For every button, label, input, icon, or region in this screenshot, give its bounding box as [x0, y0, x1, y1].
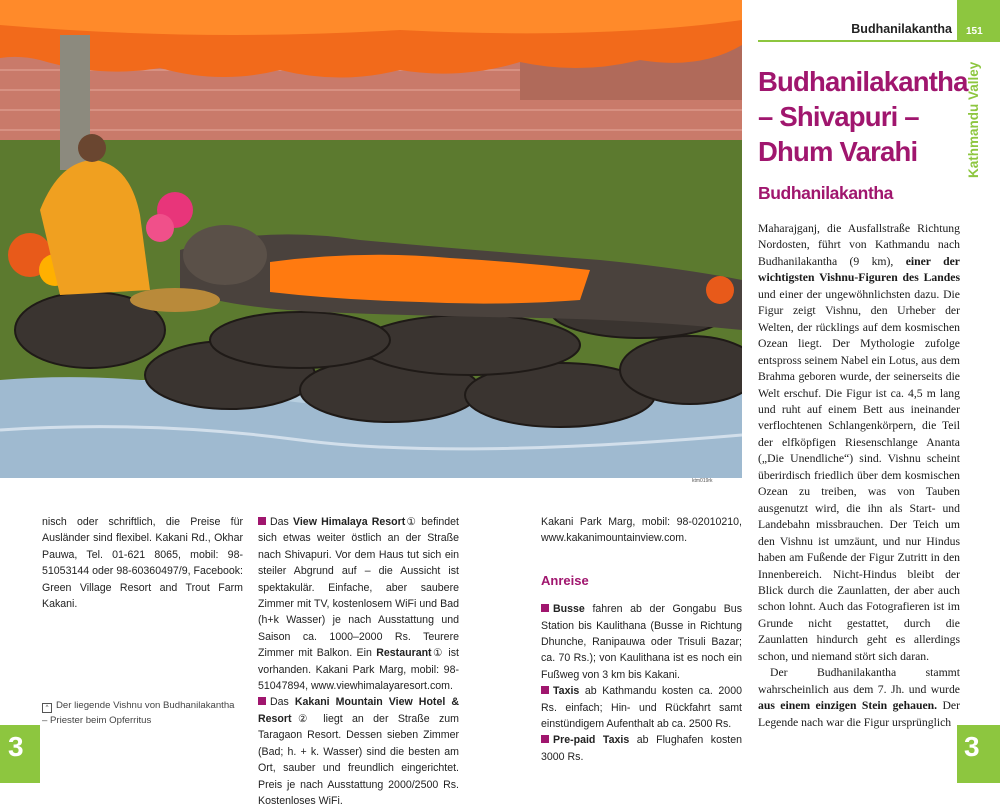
body-text: Der Legende nach war die Figur ursprünglich [758, 699, 960, 729]
col1-paragraph: nisch oder schriftlich, die Preise für Ausländer sind flexibel. Kakani Rd., Okhar Pauwa, Tel. 01-621 8065, mobil: 98-51053144 oder 98-60360497/9, Facebook: Green Village Resort and Trout Farm Kakani. [42, 516, 243, 611]
chapter-number: 3 [8, 731, 24, 762]
entry-name: View Himalaya Resort [292, 516, 406, 528]
reclining-vishnu-photo [0, 0, 742, 478]
chapter-thumb-tab-left [0, 725, 40, 783]
body-emphasis: einer der wichtigsten Vishnu-Figuren des Landes [758, 254, 960, 285]
photo-caption [42, 699, 242, 728]
side-tab-label: Kathmandu Valley [966, 61, 981, 178]
image-caption-icon: ^ [42, 703, 52, 713]
bullet-label: Busse [553, 603, 585, 616]
chapter-thumb-tab-right [957, 725, 1000, 783]
entry-name: Kakani Mountain View Hotel & Resort [258, 696, 459, 725]
entry-name: Restaurant [376, 647, 432, 660]
page-number-box [957, 0, 1000, 42]
header-divider [758, 40, 958, 42]
photo-credit: ktm019rk [692, 478, 713, 484]
page-number: 151 [966, 26, 983, 37]
bullet-square-icon [541, 686, 549, 694]
title-line: – Shivapuri – [758, 101, 919, 132]
bullet-square-icon [541, 735, 549, 743]
article-body [758, 221, 960, 731]
chapter-number: 3 [964, 731, 980, 762]
entry-text: Das [270, 696, 295, 709]
bullet-prepaid-taxis [541, 732, 742, 765]
bullet-label: Pre-paid Taxis [553, 734, 630, 747]
body-text: Der Budhanilakantha stammt wahrscheinlich aus dem 7. Jh. und wurde [758, 666, 960, 696]
title-line: Dhum Varahi [758, 136, 918, 167]
entry-text: ① befindet sich etwas weiter östlich an der Straße nach Shivapuri. Vor dem Haus tut sich ein steiler Abgrund auf – die Aussicht ist spektakulär. Einfache, aber saubere Zimmer mit TV, kostenlosem WiFi und Bad (h+k Wasser) je nach Ausstattung und Saison ca. 1000–2000 Rs. Teurere Zimmer mit Balkon. Ein [258, 516, 459, 660]
article-title [758, 64, 968, 169]
entry-kakani-mountain-view [258, 694, 459, 809]
bullet-square-icon [541, 604, 549, 612]
text-column-3 [541, 514, 742, 765]
col3-top-text: Kakani Park Marg, mobil: 98-02010210, www.kakanimountainview.com. [541, 516, 742, 545]
running-header-title: Budhanilakantha [851, 22, 952, 36]
bullet-square-icon [258, 697, 266, 705]
bullet-text: ab Flughafen kosten 3000 Rs. [541, 734, 742, 763]
article-paragraph-2 [758, 665, 960, 731]
title-line: Budhanilakantha [758, 66, 968, 97]
bullet-text: fahren ab der Gongabu Bus Station bis Kaulithana (Busse in Richtung Dhunche, Ranipauwa oder Trisuli Bazar; ca. 70 Rs.); von Kaulithana ist es noch ein Fußweg von 3 km bis Kakani. [541, 603, 742, 681]
entry-text: Das [270, 516, 293, 528]
photo-illustration [0, 0, 742, 478]
bullet-busse [541, 601, 742, 683]
body-text: und einer der ungewöhnlichsten dazu. Die Figur zeigt Vishnu, den Urheber der Welten, der rücklings auf dem kosmischen Ozean liegt. Der Mythologie zufolge entspross seinem Nabel ein Lotus, aus dem Brahma geboren wurde, der seinerseits die Welt erschuf. Die Figur ist ca. 4,5 m lang und ruht auf einem Bett aus ineinander verflochtenen Schlangenkörpern, die Teil der elfköpfigen Riesenschlange Ananta („Die Unendliche“) sind. Vishnu scheint überirdisch friedlich über dem kosmischen Ozean zu treiben, was von Tauben ausgenutzt wird, die ihn als Start- und Landebahn missbrauchen. Der Teich um den Vishnu ist umzäunt, und nur Hindus haben am Fußende der Figur Zutritt in den Innenbereich. Nicht-Hindus bleibt der Blick durch die Zaunlatten, der aber auch schon lohnt. Auch das Fotografieren ist im Grunde nicht gestattet, durch die Zaunlatten hindurch geht es allerdings schon, und niemand stört sich daran. [758, 287, 960, 663]
entry-text: ② liegt an der Straße zum Taragaon Resort. Dessen sieben Zimmer (Bad; h. + k. Wasser) sind die besten am Ort, sauber und freundlich eingerichtet. Preis je nach Ausstattung 2000/2500 Rs. Kostenloses WiFi. [258, 712, 459, 807]
article-paragraph-1 [758, 221, 960, 665]
section-heading-anreise: Anreise [541, 572, 589, 588]
body-text: Maharajganj, die Ausfallstraße Richtung Nordosten, führt von Kathmandu nach Budhanilakantha (9 km), [758, 222, 960, 268]
bullet-taxis [541, 683, 742, 732]
body-emphasis: aus einem einzigen Stein gehauen. [758, 699, 938, 713]
bullet-label: Taxis [553, 685, 580, 698]
entry-view-himalaya [258, 514, 459, 694]
article-subtitle: Budhanilakantha [758, 183, 893, 203]
bullet-text: ab Kathmandu kosten ca. 2000 Rs. einfach; Hin- und Rückfahrt samt einstündigem Aufenthalt ab ca. 2500 Rs. [541, 685, 742, 731]
caption-text: Der liegende Vishnu von Budhanilakantha – Priester beim Opferritus [42, 700, 235, 726]
entry-text: ① ist vorhanden. Kakani Park Marg, mobil: 98-51047894, www.viewhimalayaresort.com. [258, 647, 459, 693]
text-column-2 [258, 514, 459, 809]
text-column-1 [42, 514, 243, 612]
bullet-square-icon [258, 517, 266, 525]
